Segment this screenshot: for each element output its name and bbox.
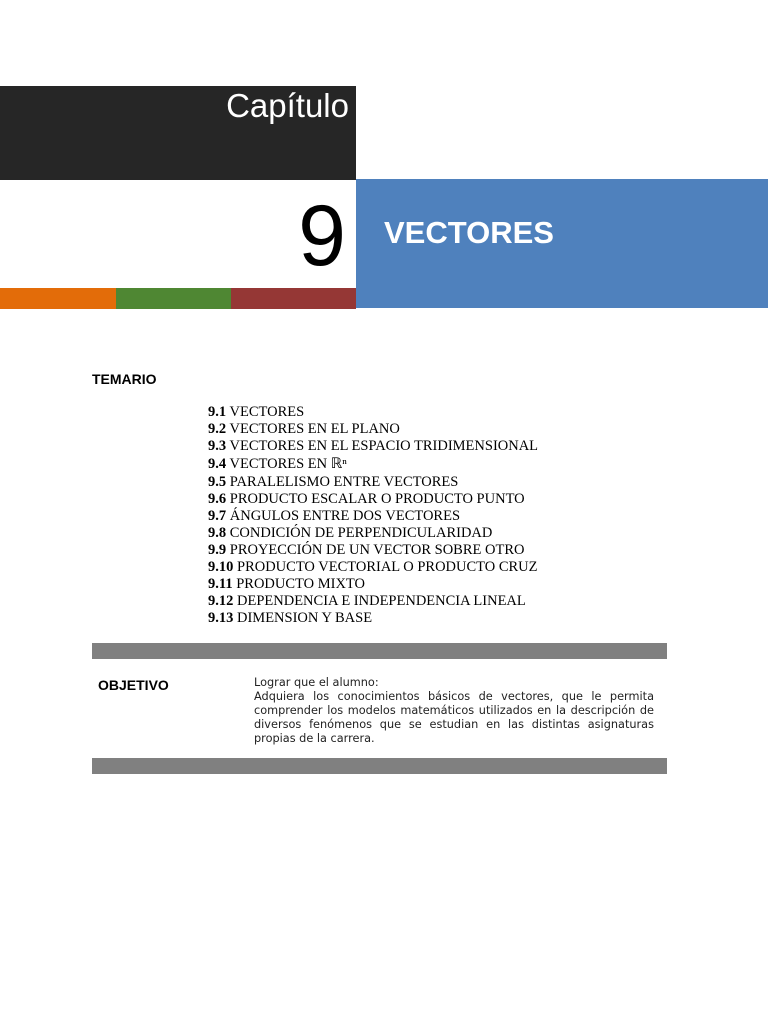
- divider-top: [92, 643, 667, 659]
- toc-item-text: PROYECCIÓN DE UN VECTOR SOBRE OTRO: [229, 542, 525, 558]
- toc-item-text: DIMENSION Y BASE: [237, 610, 373, 626]
- toc-item: [208, 542, 538, 559]
- toc-item-number: 9.4: [208, 456, 227, 472]
- toc-item-text: VECTORES EN EL ESPACIO TRIDIMENSIONAL: [229, 438, 539, 454]
- toc-item: [208, 421, 538, 438]
- toc-item: [208, 491, 538, 508]
- toc-item-text: VECTORES: [229, 404, 305, 420]
- toc-item-text: PARALELISMO ENTRE VECTORES: [229, 474, 459, 490]
- toc-item: [208, 508, 538, 525]
- toc-item-number: 9.10: [208, 559, 234, 575]
- stripe-green: [116, 288, 231, 309]
- objetivo-heading: OBJETIVO: [98, 677, 169, 693]
- toc-item-number: 9.13: [208, 610, 234, 626]
- toc-item-number: 9.5: [208, 474, 227, 490]
- toc-item: [208, 525, 538, 542]
- toc-item: [208, 559, 538, 576]
- temario-heading: TEMARIO: [92, 371, 157, 387]
- objetivo-body: Adquiera los conocimientos básicos de vectores, que le permita comprender los modelos matemáticos utilizados en la descripción de diversos fenómenos que se estudian en las distintas asignaturas propias de la carrera.: [254, 690, 654, 745]
- chapter-number: 9: [298, 188, 346, 284]
- toc-item-text: VECTORES EN EL PLANO: [229, 421, 400, 437]
- objetivo-text: [254, 676, 654, 746]
- temario-list: [208, 404, 538, 627]
- chapter-label: Capítulo: [226, 87, 349, 124]
- toc-item-number: 9.8: [208, 525, 227, 541]
- chapter-label-box: [0, 86, 356, 180]
- toc-item-number: 9.2: [208, 421, 227, 437]
- toc-item-text: PRODUCTO ESCALAR O PRODUCTO PUNTO: [229, 491, 525, 507]
- toc-item: [208, 610, 538, 627]
- toc-item-number: 9.7: [208, 508, 227, 524]
- toc-item-text: VECTORES EN ℝⁿ: [229, 456, 347, 472]
- toc-item-text: PRODUCTO VECTORIAL O PRODUCTO CRUZ: [237, 559, 538, 575]
- toc-item: [208, 576, 538, 593]
- toc-item-number: 9.3: [208, 438, 227, 454]
- toc-item: [208, 593, 538, 610]
- objetivo-intro: Lograr que el alumno:: [254, 676, 379, 689]
- toc-item-number: 9.1: [208, 404, 227, 420]
- toc-item: [208, 473, 538, 491]
- toc-item-number: 9.9: [208, 542, 227, 558]
- toc-item: [208, 404, 538, 421]
- toc-item-text: CONDICIÓN DE PERPENDICULARIDAD: [229, 525, 493, 541]
- toc-item: [208, 438, 538, 455]
- chapter-title-box: [356, 179, 768, 308]
- toc-item-text: ÁNGULOS ENTRE DOS VECTORES: [229, 508, 461, 524]
- chapter-title: VECTORES: [384, 215, 554, 250]
- toc-item-text: PRODUCTO MIXTO: [236, 576, 365, 592]
- toc-item-number: 9.12: [208, 593, 234, 609]
- toc-item-text: DEPENDENCIA E INDEPENDENCIA LINEAL: [237, 593, 526, 609]
- stripe-red: [231, 288, 356, 309]
- stripe-orange: [0, 288, 116, 309]
- toc-item-number: 9.11: [208, 576, 233, 592]
- toc-item-number: 9.6: [208, 491, 227, 507]
- divider-bottom: [92, 758, 667, 774]
- toc-item: [208, 455, 538, 473]
